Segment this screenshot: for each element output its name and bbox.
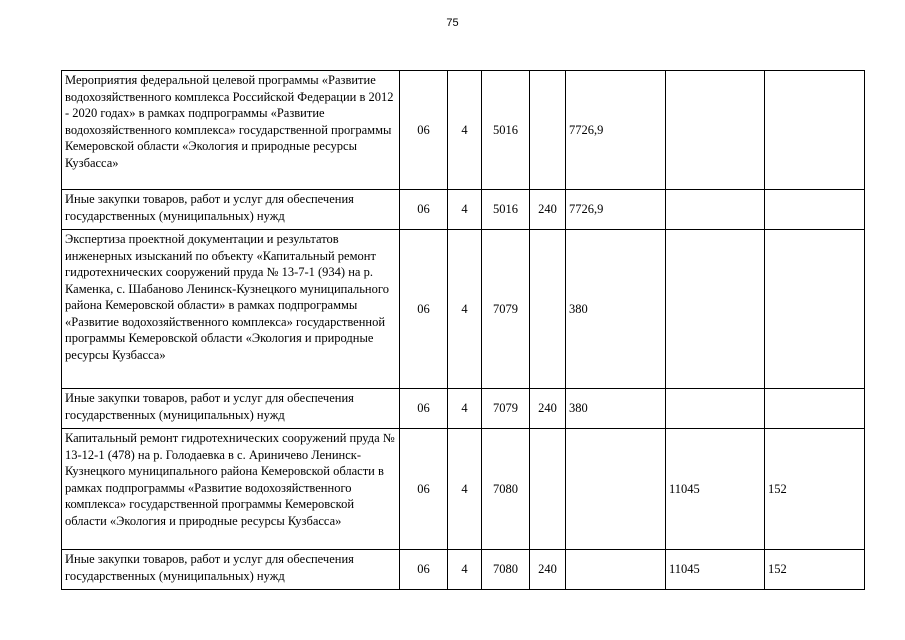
table-row xyxy=(62,190,865,230)
sum-2-cell xyxy=(666,71,765,190)
sum-3-cell xyxy=(765,71,865,190)
row-name: Иные закупки товаров, работ и услуг для обеспечения государственных (муниципальных) нужд xyxy=(62,389,400,429)
razdel-cell: 06 xyxy=(400,230,448,389)
sum-2-cell: 11045 xyxy=(666,429,765,550)
razdel-cell: 06 xyxy=(400,429,448,550)
razdel-cell: 06 xyxy=(400,71,448,190)
sum-3-cell: 152 xyxy=(765,550,865,590)
row-name: Иные закупки товаров, работ и услуг для обеспечения государственных (муниципальных) нужд xyxy=(62,550,400,590)
sum-3-cell xyxy=(765,190,865,230)
table-row xyxy=(62,230,865,389)
podrazdel-cell: 4 xyxy=(448,429,482,550)
sum-3-cell: 152 xyxy=(765,429,865,550)
expense-type-cell xyxy=(530,230,566,389)
expense-type-cell: 240 xyxy=(530,550,566,590)
razdel-cell: 06 xyxy=(400,190,448,230)
sum-1-cell: 380 xyxy=(566,389,666,429)
table-row xyxy=(62,71,865,190)
sum-3-cell xyxy=(765,230,865,389)
sum-1-cell: 380 xyxy=(566,230,666,389)
expense-type-cell xyxy=(530,429,566,550)
table-row xyxy=(62,429,865,550)
podrazdel-cell: 4 xyxy=(448,190,482,230)
target-article-cell: 5016 xyxy=(482,190,530,230)
target-article-cell: 7079 xyxy=(482,389,530,429)
row-name: Капитальный ремонт гидротехнических сооружений пруда № 13-12-1 (478) на р. Голодаевка в с. Ариничево Ленинск-Кузнецкого муниципального района Кемеровской области в рамках подпрограммы «Развитие водохозяйственного комплекса» государственной программы Кемеровской области «Экология и природные ресурсы Кузбасса» xyxy=(62,429,400,550)
target-article-cell: 7079 xyxy=(482,230,530,389)
podrazdel-cell: 4 xyxy=(448,550,482,590)
row-name: Мероприятия федеральной целевой программы «Развитие водохозяйственного комплекса Российской Федерации в 2012 - 2020 годах» в рамках подпрограммы «Развитие водохозяйственного комплекса» государственной программы Кемеровской области «Экология и природные ресурсы Кузбасса» xyxy=(62,71,400,190)
sum-2-cell: 11045 xyxy=(666,550,765,590)
sum-2-cell xyxy=(666,389,765,429)
target-article-cell: 5016 xyxy=(482,71,530,190)
row-name: Иные закупки товаров, работ и услуг для обеспечения государственных (муниципальных) нужд xyxy=(62,190,400,230)
sum-1-cell: 7726,9 xyxy=(566,190,666,230)
podrazdel-cell: 4 xyxy=(448,230,482,389)
target-article-cell: 7080 xyxy=(482,550,530,590)
expense-type-cell xyxy=(530,71,566,190)
podrazdel-cell: 4 xyxy=(448,389,482,429)
expense-type-cell: 240 xyxy=(530,389,566,429)
table-row xyxy=(62,550,865,590)
sum-2-cell xyxy=(666,230,765,389)
razdel-cell: 06 xyxy=(400,389,448,429)
sum-2-cell xyxy=(666,190,765,230)
row-name: Экспертиза проектной документации и результатов инженерных изысканий по объекту «Капитальный ремонт гидротехнических сооружений пруда № 13-7-1 (934) на р. Каменка, с. Шабаново Ленинск-Кузнецкого муниципального района Кемеровской области» в рамках подпрограммы «Развитие водохозяйственного комплекса» государственной программы Кемеровской области «Экология и природные ресурсы Кузбасса» xyxy=(62,230,400,389)
table-row xyxy=(62,389,865,429)
expense-type-cell: 240 xyxy=(530,190,566,230)
budget-table xyxy=(61,70,865,590)
target-article-cell: 7080 xyxy=(482,429,530,550)
sum-1-cell xyxy=(566,429,666,550)
sum-3-cell xyxy=(765,389,865,429)
sum-1-cell xyxy=(566,550,666,590)
sum-1-cell: 7726,9 xyxy=(566,71,666,190)
razdel-cell: 06 xyxy=(400,550,448,590)
page-number: 75 xyxy=(446,17,459,29)
podrazdel-cell: 4 xyxy=(448,71,482,190)
